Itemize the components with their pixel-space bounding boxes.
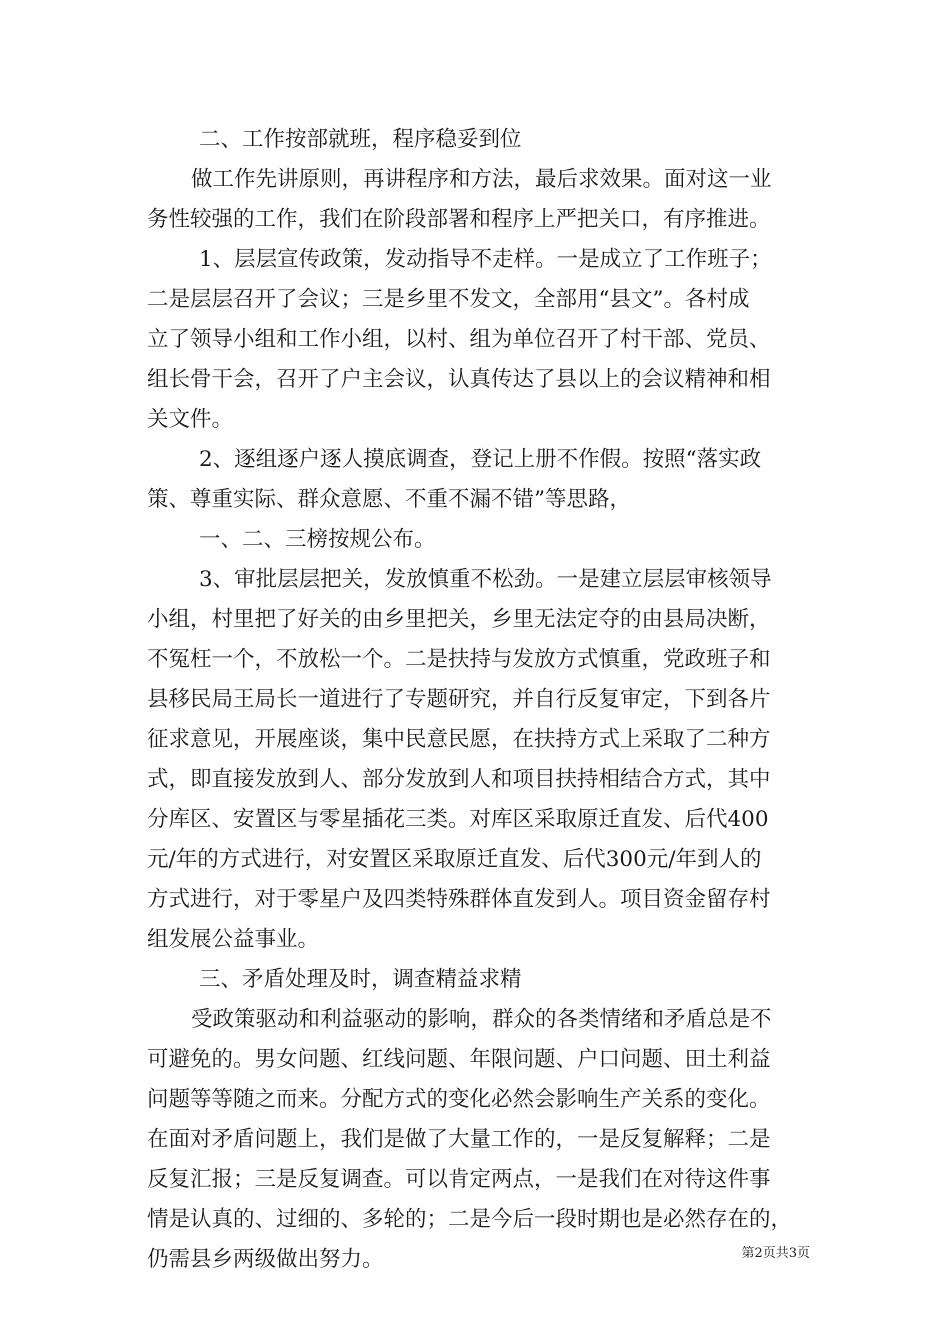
paragraph-line: 做工作先讲原则，再讲程序和方法，最后求效果。面对这一业: [191, 167, 772, 192]
paragraph-line: 二是层层召开了会议；三是乡里不发文，全部用“县文”。各村成: [147, 287, 750, 312]
paragraph-line: 组长骨干会，召开了户主会议，认真传达了县以上的会议精神和相: [147, 367, 771, 392]
paragraph-line: 分库区、安置区与零星插花三类。对库区采取原迁直发、后代400: [147, 807, 769, 832]
section-heading-3: 三、矛盾处理及时，调查精益求精: [199, 967, 522, 992]
section-heading-2: 二、工作按部就班，程序稳妥到位: [199, 127, 522, 152]
page-number: 第2页共3页: [741, 1246, 810, 1261]
document-body: [147, 120, 807, 1280]
paragraph-line: 反复汇报；三是反复调查。可以肯定两点，一是我们在对待这件事: [147, 1167, 771, 1192]
paragraph-line: 元/年的方式进行，对安置区采取原迁直发、后代300元/年到人的: [147, 847, 762, 872]
paragraph-line: 情是认真的、过细的、多轮的；二是今后一段时期也是必然存在的，: [147, 1207, 793, 1232]
paragraph-line: 方式进行，对于零星户及四类特殊群体直发到人。项目资金留存村: [147, 887, 771, 912]
paragraph-line: 仍需县乡两级做出努力。: [147, 1247, 384, 1272]
paragraph-line: 受政策驱动和利益驱动的影响，群众的各类情绪和矛盾总是不: [191, 1007, 772, 1032]
paragraph-line: 可避免的。男女问题、红线问题、年限问题、户口问题、田土利益: [147, 1047, 771, 1072]
paragraph-line: 式，即直接发放到人、部分发放到人和项目扶持相结合方式，其中: [147, 767, 771, 792]
paragraph-line: 立了领导小组和工作小组，以村、组为单位召开了村干部、党员、: [147, 327, 771, 352]
paragraph-line: 问题等等随之而来。分配方式的变化必然会影响生产关系的变化。: [147, 1087, 771, 1112]
paragraph-line: 2、逐组逐户逐人摸底调查，登记上册不作假。按照“落实政: [199, 447, 762, 472]
paragraph-line: 一、二、三榜按规公布。: [199, 527, 436, 552]
paragraph-line: 在面对矛盾问题上，我们是做了大量工作的，一是反复解释；二是: [147, 1127, 771, 1152]
paragraph-line: 策、尊重实际、群众意愿、不重不漏不错”等思路，: [147, 487, 631, 512]
paragraph-line: 小组，村里把了好关的由乡里把关，乡里无法定夺的由县局决断，: [147, 607, 771, 632]
paragraph-line: 县移民局王局长一道进行了专题研究，并自行反复审定，下到各片: [147, 687, 771, 712]
paragraph-line: 组发展公益事业。: [147, 927, 320, 952]
paragraph-line: 3、审批层层把关，发放慎重不松劲。一是建立层层审核领导: [199, 567, 772, 592]
paragraph-line: 不冤枉一个，不放松一个。二是扶持与发放方式慎重，党政班子和: [147, 647, 771, 672]
paragraph-line: 1、层层宣传政策，发动指导不走样。一是成立了工作班子；: [199, 247, 772, 272]
paragraph-line: 征求意见，开展座谈，集中民意民愿，在扶持方式上采取了二种方: [147, 727, 771, 752]
paragraph-line: 务性较强的工作，我们在阶段部署和程序上严把关口，有序推进。: [147, 207, 771, 232]
paragraph-line: 关文件。: [147, 407, 234, 432]
